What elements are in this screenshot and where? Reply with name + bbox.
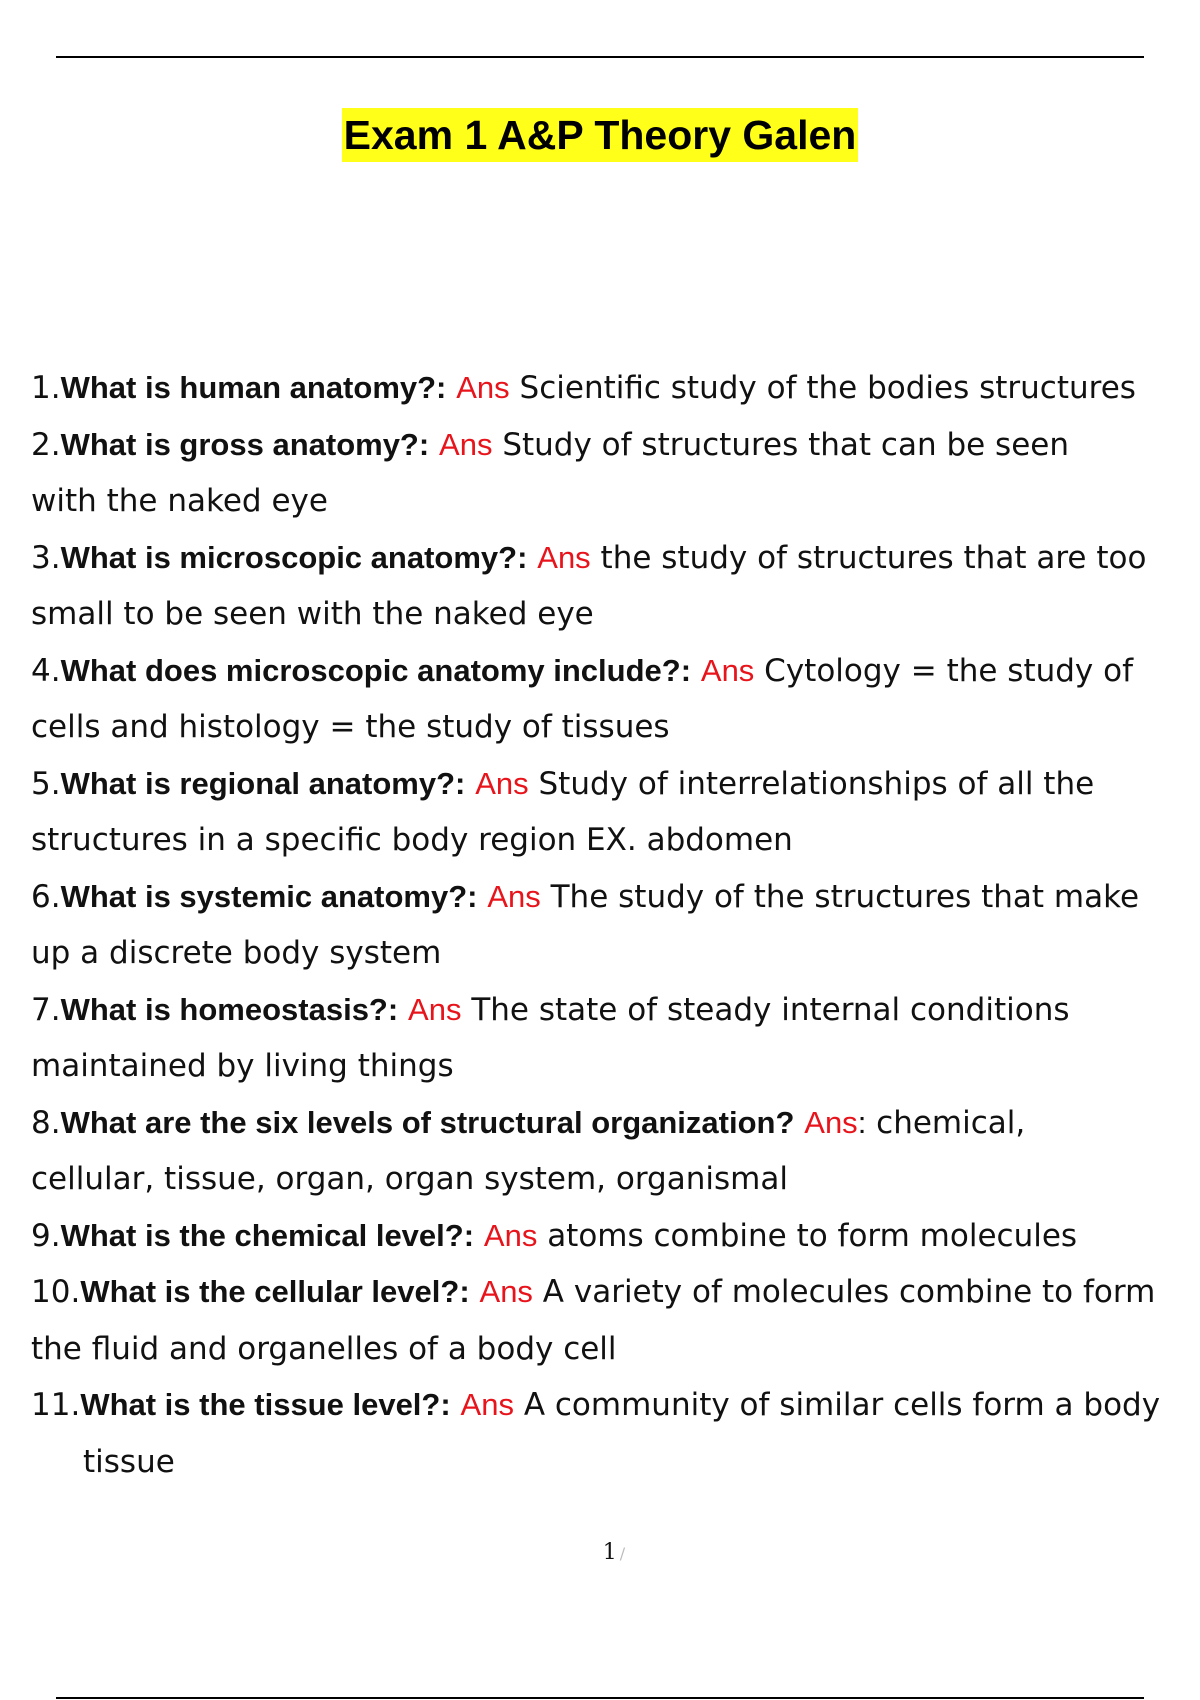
ans-label: Ans	[479, 1274, 533, 1309]
qa-first-line	[31, 869, 1200, 926]
answer-continuation: structures in a specific body region EX. abdomen	[31, 822, 793, 858]
question-text: What is gross anatomy?:	[60, 426, 430, 462]
qa-first-line	[31, 530, 1200, 587]
question-number: 9.	[31, 1217, 61, 1254]
question-text: What is human anatomy?:	[60, 370, 447, 405]
question-text: What is the cellular level?:	[80, 1274, 470, 1309]
qa-item	[31, 1208, 1200, 1265]
qa-item	[31, 417, 1200, 530]
qa-item	[31, 982, 1200, 1095]
qa-list	[31, 360, 1200, 1490]
answer-text: A variety of molecules combine to form	[542, 1274, 1156, 1310]
question-number: 5.	[31, 765, 61, 802]
question-number: 11.	[31, 1387, 81, 1423]
qa-item	[31, 756, 1200, 869]
answer-continuation: cellular, tissue, organ, organ system, organismal	[31, 1161, 788, 1197]
answer-text: chemical,	[876, 1104, 1026, 1141]
answer-continuation: maintained by living things	[31, 1048, 454, 1084]
answer-text: the study of structures that are too	[600, 539, 1147, 576]
qa-item	[31, 360, 1200, 417]
qa-item	[31, 530, 1200, 643]
ans-label: Ans	[475, 765, 529, 801]
qa-first-line	[31, 1095, 1200, 1152]
question-number: 7.	[31, 991, 61, 1028]
answer-text: The study of the structures that make	[550, 878, 1140, 915]
question-text: What is homeostasis?:	[60, 991, 399, 1027]
answer-text: Scientific study of the bodies structures	[519, 370, 1136, 406]
qa-item	[31, 869, 1200, 982]
ans-label: Ans	[456, 370, 510, 405]
question-text: What are the six levels of structural organization?	[60, 1104, 795, 1140]
ans-label: Ans	[408, 991, 462, 1027]
ans-label: Ans	[537, 539, 591, 575]
answer-text: A community of similar cells form a body	[523, 1387, 1161, 1423]
page-number	[0, 1540, 1200, 1565]
question-text: What is regional anatomy?:	[60, 765, 466, 801]
ans-label: Ans	[460, 1387, 514, 1422]
ans-label: Ans	[483, 1217, 538, 1253]
answer-text: The state of steady internal conditions	[471, 991, 1070, 1028]
ans-label-colon: :	[857, 1104, 867, 1140]
question-number: 10.	[31, 1274, 81, 1310]
qa-first-line	[31, 1377, 1200, 1434]
answer-continuation: cells and histology = the study of tissues	[31, 709, 670, 745]
answer-text: Study of interrelationships of all the	[538, 765, 1095, 802]
answer-continuation: the fluid and organelles of a body cell	[31, 1330, 617, 1367]
qa-first-line	[31, 1264, 1200, 1321]
question-number: 2.	[31, 426, 61, 463]
qa-first-line	[31, 982, 1200, 1039]
qa-first-line	[31, 756, 1200, 813]
question-number: 1.	[31, 370, 61, 406]
answer-continuation: up a discrete body system	[31, 935, 442, 971]
document-title: Exam 1 A&P Theory Galen	[342, 108, 859, 162]
answer-text: atoms combine to form molecules	[547, 1217, 1078, 1254]
answer-continuation: small to be seen with the naked eye	[31, 596, 594, 632]
question-number: 8.	[31, 1104, 61, 1141]
question-text: What is microscopic anatomy?:	[60, 539, 528, 575]
ans-label: Ans	[700, 652, 755, 688]
qa-item	[31, 643, 1200, 756]
title-block	[0, 108, 1200, 162]
qa-item	[31, 1264, 1200, 1377]
qa-first-line	[31, 1208, 1200, 1265]
ans-label: Ans	[804, 1104, 858, 1140]
answer-text: Cytology = the study of	[764, 652, 1134, 689]
qa-first-line	[31, 360, 1200, 417]
qa-item	[31, 1377, 1200, 1490]
question-text: What does microscopic anatomy include?:	[60, 652, 692, 688]
qa-item	[31, 1095, 1200, 1208]
bottom-rule	[56, 1697, 1144, 1699]
answer-text: Study of structures that can be seen	[502, 426, 1070, 463]
ans-label: Ans	[439, 426, 493, 462]
question-text: What is the chemical level?:	[60, 1217, 475, 1253]
question-number: 4.	[31, 652, 61, 689]
answer-continuation: tissue	[83, 1443, 175, 1480]
page-number-suffix: /	[619, 1544, 626, 1563]
page-number-value: 1	[602, 1540, 617, 1565]
answer-continuation: with the naked eye	[31, 483, 328, 519]
ans-label: Ans	[487, 878, 541, 914]
question-number: 3.	[31, 539, 61, 576]
question-text: What is the tissue level?:	[80, 1387, 451, 1422]
qa-first-line	[31, 643, 1200, 700]
question-text: What is systemic anatomy?:	[60, 878, 478, 914]
question-number: 6.	[31, 878, 61, 915]
qa-first-line	[31, 417, 1200, 474]
top-rule	[56, 56, 1144, 58]
